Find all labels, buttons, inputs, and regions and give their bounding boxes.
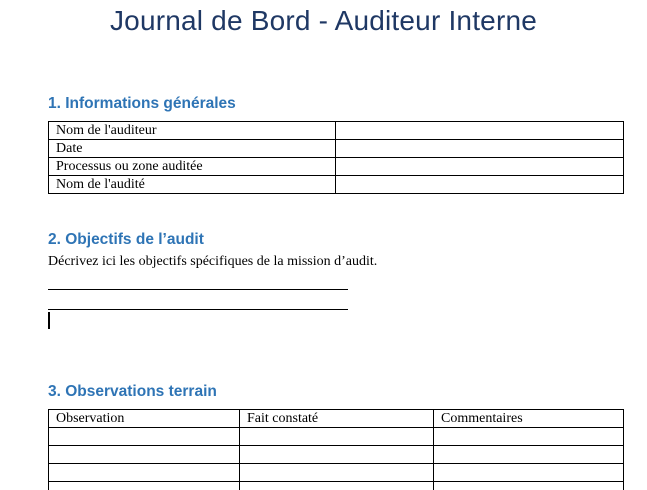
observations-empty-row: [49, 482, 624, 490]
table-row: [49, 158, 624, 176]
comments-cell[interactable]: [434, 464, 624, 482]
info-value-date[interactable]: [336, 140, 624, 158]
document-title: Journal de Bord - Auditeur Interne: [109, 5, 538, 36]
observation-cell[interactable]: [49, 482, 240, 490]
observations-header-observation: Observation: [49, 410, 240, 428]
section-heading-observations: 3. Observations terrain: [48, 383, 217, 400]
info-value-auditor-name[interactable]: [336, 122, 624, 140]
text-cursor-caret: [48, 312, 50, 329]
fact-cell[interactable]: [240, 482, 434, 490]
fact-cell[interactable]: [240, 464, 434, 482]
observations-header-row: [49, 410, 624, 428]
table-row: [49, 176, 624, 194]
section-heading-general-info: 1. Informations générales: [48, 95, 236, 112]
info-label-date: Date: [49, 140, 336, 158]
table-row: [49, 122, 624, 140]
info-value-process-zone[interactable]: [336, 158, 624, 176]
general-info-table: [48, 121, 624, 194]
section-heading-objectives: 2. Objectifs de l’audit: [48, 231, 204, 248]
info-value-auditee-name[interactable]: [336, 176, 624, 194]
observations-table: [48, 409, 624, 490]
observations-empty-row: [49, 446, 624, 464]
comments-cell[interactable]: [434, 428, 624, 446]
fact-cell[interactable]: [240, 446, 434, 464]
info-label-auditee-name: Nom de l'audité: [49, 176, 336, 194]
observations-empty-row: [49, 428, 624, 446]
observation-cell[interactable]: [49, 446, 240, 464]
comments-cell[interactable]: [434, 446, 624, 464]
info-label-process-zone: Processus ou zone auditée: [49, 158, 336, 176]
info-label-auditor-name: Nom de l'auditeur: [49, 122, 336, 140]
objectives-blank-line-2[interactable]: [48, 309, 348, 310]
comments-cell[interactable]: [434, 482, 624, 490]
objectives-description: Décrivez ici les objectifs spécifiques de la mission d’audit.: [48, 254, 378, 269]
observation-cell[interactable]: [49, 428, 240, 446]
fact-cell[interactable]: [240, 428, 434, 446]
observations-empty-row: [49, 464, 624, 482]
objectives-blank-line-1[interactable]: [48, 289, 348, 290]
observations-header-comments: Commentaires: [434, 410, 624, 428]
table-row: [49, 140, 624, 158]
observation-cell[interactable]: [49, 464, 240, 482]
observations-header-fact: Fait constaté: [240, 410, 434, 428]
